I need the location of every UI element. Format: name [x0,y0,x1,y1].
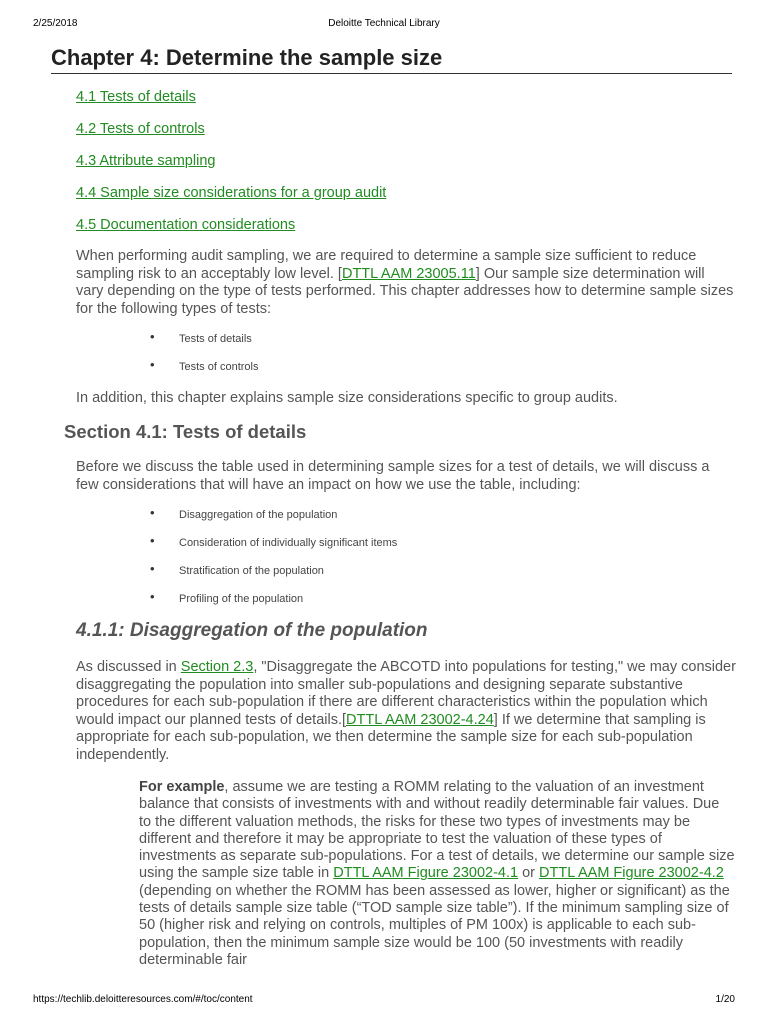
toc-link-4-5[interactable]: 4.5 Documentation considerations [76,217,296,233]
toc-item [76,217,386,249]
subsection-title: 4.1.1: Disaggregation of the population [76,620,428,641]
toc-link-4-1[interactable]: 4.1 Tests of details [76,89,196,105]
toc-item [76,153,386,185]
dttl-aam-figure-23002-4-1-link[interactable]: DTTL AAM Figure 23002-4.1 [333,865,519,882]
list-item: • Disaggregation of the population [150,508,397,536]
disagg-text-3: ] If we determine that sampling is appropriate for each sub-population, we then determine the sample size for each sub-population independently. [76,711,706,763]
example-text-3: (depending on whether the ROMM has been assessed as lower, higher or significant) as the tests of details sample size table (“TOD sample size table”). If the minimum sampling size of 50 (higher risk and relying on controls, multiples of PM 100x) is applicable to each sub-population, then the minimum sample size would be 100 (50 investments with readily determinable fair [139,882,730,968]
page-number: 1/20 [715,994,735,1005]
intro-text-2: ] Our sample size determination will vary depending on the type of tests performed. This chapter addresses how to determine sample sizes for the following types of tests: [76,265,734,317]
intro-paragraph [76,248,736,318]
table-of-contents [76,89,386,249]
section-2-3-link[interactable]: Section 2.3 [180,659,254,675]
example-paragraph [139,779,735,969]
toc-link-4-3[interactable]: 4.3 Attribute sampling [76,153,216,169]
example-text-2: or [518,865,540,882]
print-date: 2/25/2018 [33,18,78,29]
disagg-text-2: , "Disaggregate the ABCOTD into populations for testing," we may consider disaggregating the population into smaller sub-populations and designing separate substantive procedures for each sub-population if there are different characteristics within the population which would impact our planned tests of details.[ [76,659,736,728]
list-item: • Profiling of the population [150,592,397,620]
disagg-text-1: As discussed in [76,659,181,675]
toc-item [76,185,386,217]
section-intro-paragraph: Before we discuss the table used in determining sample sizes for a test of details, we will discuss a few considerations that will have an impact on how we use the table, including: [76,459,710,493]
considerations-list [150,508,397,620]
list-item: • Consideration of individually significant items [150,536,397,564]
print-site-title: Deloitte Technical Library [328,18,440,29]
dttl-aam-23002-4-24-link[interactable]: DTTL AAM 23002-4.24 [346,711,494,728]
example-text-1: , assume we are testing a ROMM relating to the valuation of an investment balance that consists of investments with and without readily determinable fair values. Due to the different valuation methods, the risks for these two types of investments may be different and therefore it may be appropriate to test the valuation of these types of investments as separate sub-populations. For a test of details, we determine our sample size using the sample size table in [139,779,735,882]
toc-link-4-4[interactable]: 4.4 Sample size considerations for a group audit [76,185,387,201]
list-item: • Stratification of the population [150,564,397,592]
example-lead: For example [139,779,225,795]
toc-item [76,121,386,153]
print-url: https://techlib.deloitteresources.com/#/toc/content [33,994,253,1005]
section-title: Section 4.1: Tests of details [64,421,307,442]
intro-text-1: When performing audit sampling, we are required to determine a sample size sufficient to reduce sampling risk to an acceptably low level. [ [76,248,697,282]
dttl-aam-figure-23002-4-2-link[interactable]: DTTL AAM Figure 23002-4.2 [539,865,724,882]
toc-item [76,89,386,121]
chapter-title: Chapter 4: Determine the sample size [51,44,732,74]
addition-paragraph: In addition, this chapter explains sample size considerations specific to group audits. [76,390,618,406]
test-types-list [150,332,258,388]
disaggregation-paragraph [76,659,736,764]
toc-link-4-2[interactable]: 4.2 Tests of controls [76,121,205,137]
list-item: • Tests of details [150,332,258,360]
dttl-aam-23005-11-link[interactable]: DTTL AAM 23005.11 [341,265,476,282]
list-item: • Tests of controls [150,360,258,388]
